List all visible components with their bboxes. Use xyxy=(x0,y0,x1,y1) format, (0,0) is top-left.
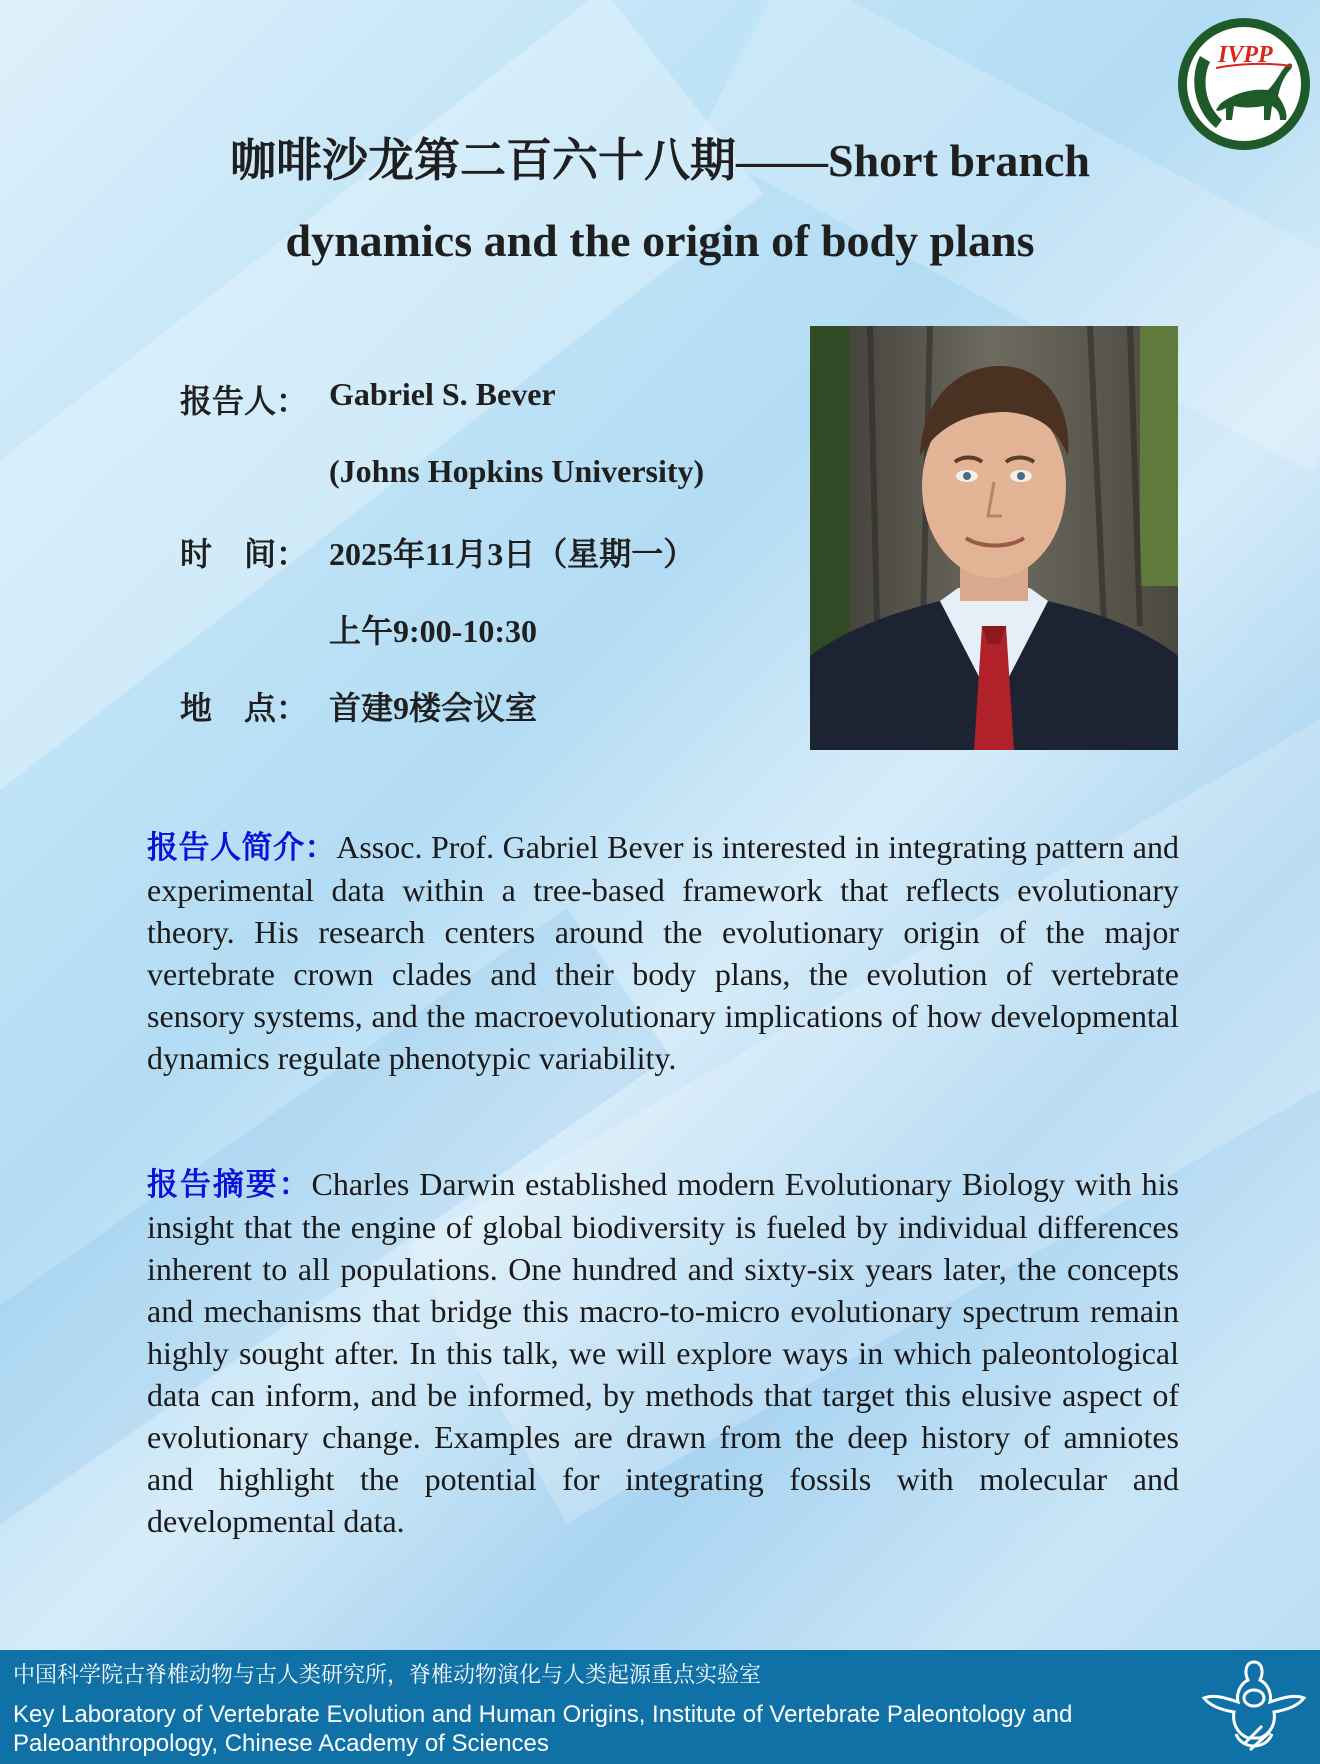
speaker-photo xyxy=(810,326,1178,750)
time-label: 时 间： xyxy=(180,536,309,572)
place-label: 地 点： xyxy=(180,690,309,726)
event-date: 2025年11月3日（星期一） xyxy=(329,536,696,572)
footer-institution-en-line1: Key Laboratory of Vertebrate Evolution and Human Origins, Institute of Vertebrate Paleontology and xyxy=(13,1701,1073,1728)
talk-abstract xyxy=(147,1163,1179,1542)
logo-text: IVPP xyxy=(1218,42,1273,68)
speaker-label: 报告人： xyxy=(180,383,309,419)
abstract-text: Charles Darwin established modern Evolutionary Biology with his insight that the engine of global biodiversity is fueled by individual differences inherent to all populations. One hundred and sixty-six years later, the concepts and mechanisms that bridge this macro-to-micro evolutionary spectrum remain highly sought after. In this talk, we will explore ways in which paleontological data can inform, and be informed, by methods that target this elusive aspect of evolutionary change. Examples are drawn from the deep history of amniotes and highlight the potential for integrating fossils with molecular and developmental data. xyxy=(147,1166,1180,1539)
footer-bar xyxy=(0,1650,1320,1764)
speaker-name: Gabriel S. Bever xyxy=(329,376,556,412)
abstract-heading: 报告摘要： xyxy=(147,1167,312,1203)
bio-heading: 报告人简介： xyxy=(147,830,337,866)
poster-title-line2: dynamics and the origin of body plans xyxy=(285,215,1035,266)
poster-title-line1: 咖啡沙龙第二百六十八期——Short branch xyxy=(230,135,1090,186)
footer-institution-en-line2: Paleoanthropology, Chinese Academy of Sciences xyxy=(13,1730,549,1757)
speaker-bio xyxy=(147,826,1179,1079)
bio-text: Assoc. Prof. Gabriel Bever is interested in integrating pattern and experimental data within a tree-based framework that reflects evolutionary theory. His research centers around the evolutionary origin of the major vertebrate crown clades and their body plans, the evolution of vertebrate sensory systems, and the macroevolutionary implications of how developmental dynamics regulate phenotypic variability. xyxy=(147,829,1180,1076)
event-place: 首建9楼会议室 xyxy=(329,690,538,726)
speaker-affiliation: (Johns Hopkins University) xyxy=(329,453,705,489)
footer-institution-cn: 中国科学院古脊椎动物与古人类研究所，脊椎动物演化与人类起源重点实验室 xyxy=(13,1663,762,1688)
event-time: 上午9:00-10:30 xyxy=(329,613,537,649)
vertebra-emblem-icon xyxy=(1196,1654,1312,1762)
